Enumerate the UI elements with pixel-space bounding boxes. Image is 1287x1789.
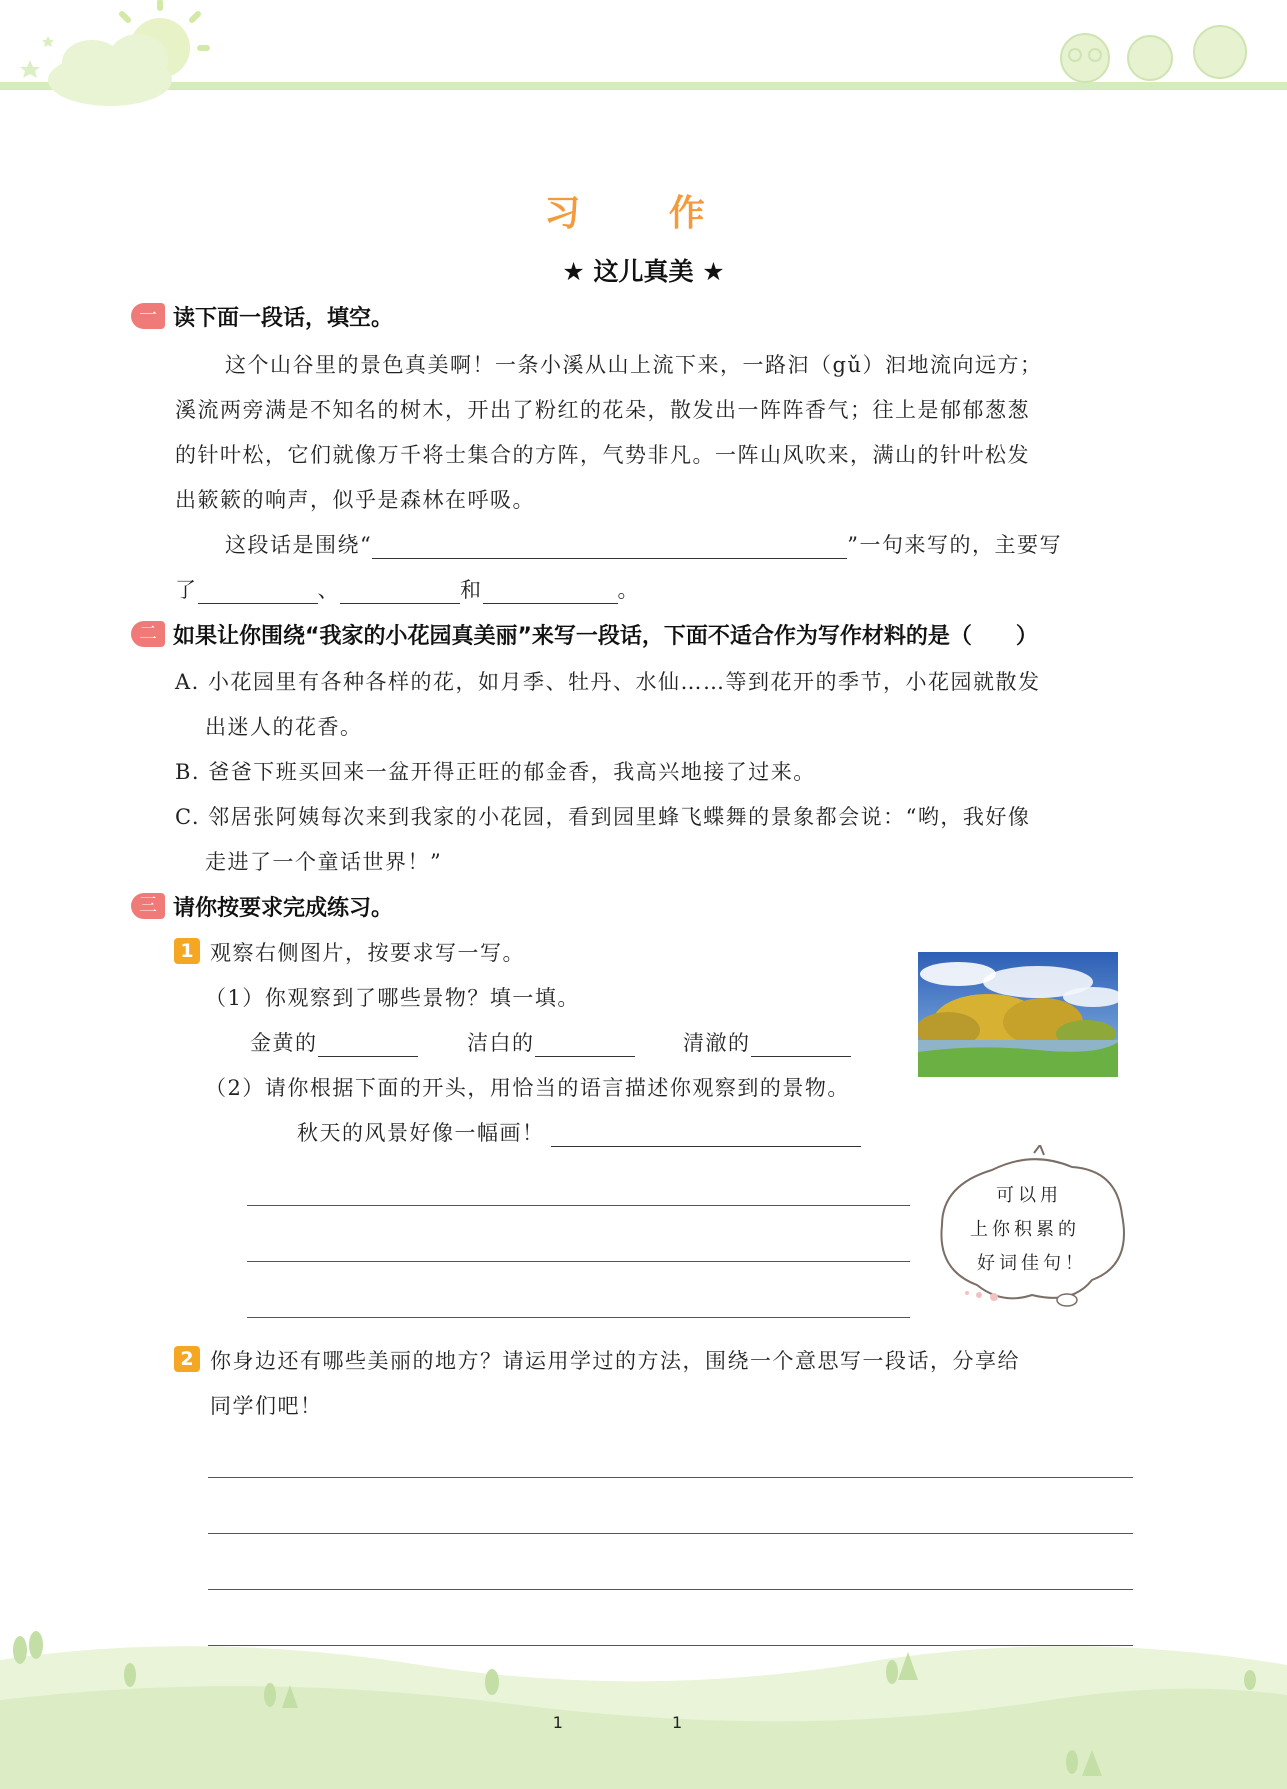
fill-text: 洁白的 bbox=[467, 1031, 535, 1055]
writing-line[interactable] bbox=[208, 1589, 1133, 1590]
passage-line: 这个山谷里的景色真美啊！一条小溪从山上流下来，一路汩（gǔ）汩地流向远方； bbox=[225, 353, 1043, 377]
fill-text: 了 bbox=[175, 578, 198, 602]
passage-line: 出簌簌的响声，似乎是森林在呼吸。 bbox=[175, 488, 535, 512]
question-number-1: 1 bbox=[174, 938, 200, 964]
passage-line: 的针叶松，它们就像万千将士集合的方阵，气势非凡。一阵山风吹来，满山的针叶松发 bbox=[175, 443, 1030, 467]
header-decoration bbox=[0, 0, 1287, 120]
fill-item-white bbox=[467, 1027, 635, 1057]
question-number-2: 2 bbox=[174, 1346, 200, 1372]
section-title-2: 如果让你围绕“我家的小花园真美丽”来写一段话，下面不适合作为写作材料的是（ ） bbox=[173, 624, 1038, 649]
question-2-text: 你身边还有哪些美丽的地方？请运用学过的方法，围绕一个意思写一段话，分享给 bbox=[210, 1349, 1020, 1373]
tip-text-line: 上你积累的 bbox=[970, 1219, 1080, 1240]
question-1-sub1: （1）你观察到了哪些景物？填一填。 bbox=[205, 986, 580, 1010]
fill-text: 金黄的 bbox=[250, 1031, 318, 1055]
fill-text: 和 bbox=[460, 578, 483, 602]
fill-text: 、 bbox=[317, 578, 340, 602]
page-subtitle: ★ 这儿真美 ★ bbox=[562, 257, 725, 286]
footer-hills-decoration bbox=[0, 1620, 1287, 1789]
fill-text: 。 bbox=[617, 578, 640, 602]
fill-text: ”一句来写的，主要写 bbox=[847, 533, 1062, 557]
section-title-3: 请你按要求完成练习。 bbox=[173, 896, 394, 921]
answer-blank[interactable] bbox=[551, 1126, 861, 1147]
fill-text: 清澈的 bbox=[683, 1031, 751, 1055]
fill-text: 秋天的风景好像一幅画！ bbox=[297, 1121, 545, 1145]
writing-line[interactable] bbox=[208, 1477, 1133, 1478]
autumn-landscape-image bbox=[918, 952, 1118, 1077]
option-c[interactable]: C. 邻居张阿姨每次来到我家的小花园，看到园里蜂飞蝶舞的景象都会说：“哟，我好像 bbox=[175, 805, 1031, 829]
tip-text-line: 可以用 bbox=[996, 1185, 1062, 1206]
answer-blank[interactable] bbox=[483, 583, 618, 604]
answer-blank[interactable] bbox=[340, 583, 460, 604]
writing-line[interactable] bbox=[247, 1261, 910, 1262]
tip-text-line: 好词佳句！ bbox=[977, 1253, 1087, 1274]
writing-line[interactable] bbox=[208, 1533, 1133, 1534]
section-badge-2: 二 bbox=[131, 621, 165, 647]
fill-item-clear bbox=[683, 1027, 851, 1057]
answer-blank[interactable] bbox=[535, 1036, 635, 1057]
cartoon-animals-icon bbox=[1061, 26, 1246, 82]
question-1-text: 观察右侧图片，按要求写一写。 bbox=[210, 941, 525, 965]
question-2-text: 同学们吧！ bbox=[210, 1394, 323, 1418]
section-badge-1: 一 bbox=[131, 303, 165, 329]
option-c-cont: 走进了一个童话世界！” bbox=[205, 850, 443, 874]
cloud-icon bbox=[48, 34, 172, 106]
option-a-cont: 出迷人的花香。 bbox=[205, 715, 363, 739]
answer-blank[interactable] bbox=[751, 1036, 851, 1057]
page-number: 1 1 bbox=[552, 1713, 735, 1732]
answer-blank[interactable] bbox=[372, 538, 847, 559]
star-icon bbox=[20, 36, 54, 78]
writing-line[interactable] bbox=[247, 1317, 910, 1318]
fill-item-golden bbox=[250, 1027, 418, 1057]
answer-blank[interactable] bbox=[318, 1036, 418, 1057]
passage-line: 溪流两旁满是不知名的树木，开出了粉红的花朵，散发出一阵阵香气；往上是郁郁葱葱 bbox=[175, 398, 1030, 422]
option-a[interactable]: A. 小花园里有各种各样的花，如月季、牡丹、水仙……等到花开的季节，小花园就散发 bbox=[175, 670, 1041, 694]
page-title: 习 作 bbox=[544, 193, 743, 234]
section-badge-3: 三 bbox=[131, 893, 165, 919]
fill-line-1 bbox=[225, 529, 1062, 559]
writing-start bbox=[297, 1117, 861, 1147]
option-b[interactable]: B. 爸爸下班买回来一盆开得正旺的郁金香，我高兴地接了过来。 bbox=[175, 760, 816, 784]
answer-blank[interactable] bbox=[198, 583, 318, 604]
section-title-1: 读下面一段话，填空。 bbox=[173, 306, 394, 331]
writing-line[interactable] bbox=[247, 1205, 910, 1206]
fill-text: 这段话是围绕“ bbox=[225, 533, 373, 557]
question-1-sub2: （2）请你根据下面的开头，用恰当的语言描述你观察到的景物。 bbox=[205, 1076, 850, 1100]
fill-line-2 bbox=[175, 574, 640, 604]
